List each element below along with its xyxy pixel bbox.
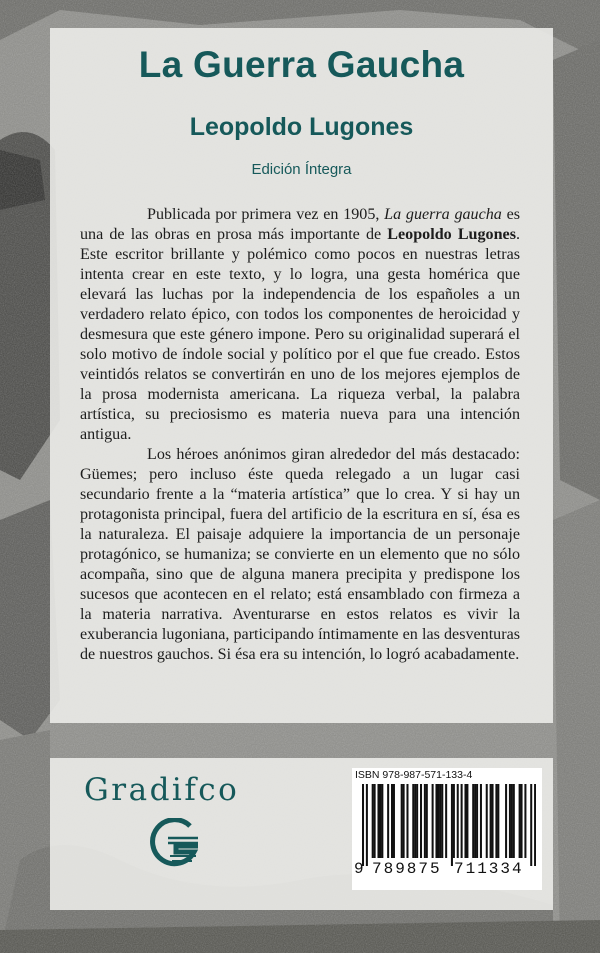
barcode-digit-first: 9 [354, 860, 364, 878]
isbn-label: ISBN 978-987-571-133-4 [355, 769, 473, 781]
barcode-bar [362, 784, 364, 866]
blurb-p1-part-a: Publicada por primera vez en 1905, [147, 206, 385, 223]
barcode-bar [432, 784, 434, 858]
barcode-bar [492, 784, 494, 858]
barcode-bar [391, 784, 393, 858]
gradifco-g-logo-icon [150, 818, 200, 870]
barcode-bar [414, 784, 416, 858]
barcode-bar [451, 784, 453, 866]
barcode-bar [497, 784, 499, 858]
barcode-bar [366, 784, 368, 866]
blurb-paragraph-2: Los héroes anónimos giran alrededor del más destacado: Güemes; pero incluso éste queda relegado a un lugar casi secundario frente a la “materia artística” que lo crea. Y si hay un protagonista principal, fuera del artificio de la escritura en sí, ésa es la naturaleza. El paisaje adquiere la importancia de un personaje protagónico, se humaniza; se convierte en un elemento que no sólo acompaña, sino que de alguna manera precipita y predispone los sucesos que acontecen en el relato; está ensamblado con firmeza a la materia narrativa. Aventurarse en estos relatos es vivir la exuberancia lugoniana, participando íntimamente en las desventuras de nuestros gauchos. Si ésa era su intención, lo logró acabadamente. [80, 446, 520, 663]
barcode-bar [524, 784, 526, 858]
barcode-bar [416, 784, 418, 858]
blurb-p1-part-c: . Este escritor brillante y polémico como pocos en nuestras letras intenta crear en este texto, y lo logra, una gesta homérica que elevará las luchas por la independencia de los españoles a un verdadero relato épico, con todos los componentes de heroicidad y desmesura que este género impone. Pero su originalidad superará el solo motivo de índole social y político por el que fue creado. Estos veintidós relatos se convertirán en uno de los mejores ejemplos de la prosa modernista americana. La riqueza verbal, la palabra artística, su preciosismo es materia nueva para una intención antigua. [80, 226, 520, 443]
barcode-bar [437, 784, 439, 858]
barcode-digits-left: 789875 [372, 860, 442, 878]
blurb-p1-part-b: es una de las obras en prosa más importante de [80, 206, 520, 243]
blurb-author-bold: Leopoldo Lugones [387, 226, 516, 243]
barcode-bar [466, 784, 468, 858]
barcode-digits-right: 711334 [454, 860, 524, 878]
barcode-bar [505, 784, 507, 858]
barcode-bar [424, 784, 426, 858]
barcode-bar [441, 784, 443, 858]
barcode-bar [530, 784, 532, 866]
barcode-bar [457, 784, 459, 858]
barcode-bar [372, 784, 374, 858]
barcode-bar [476, 784, 478, 858]
barcode-bar [453, 784, 455, 858]
barcode-bar [381, 784, 383, 858]
barcode-bar [393, 784, 395, 858]
barcode-bar [435, 784, 437, 858]
barcode-bar [439, 784, 441, 858]
barcode-bar [511, 784, 513, 858]
barcode-bars [362, 784, 536, 866]
barcode-bar [495, 784, 497, 858]
barcode-bar [521, 784, 523, 858]
barcode-bar [445, 784, 447, 858]
barcode-bar [513, 784, 515, 858]
barcode-bar [401, 784, 403, 858]
barcode-bar [461, 784, 463, 858]
barcode-bar [412, 784, 414, 858]
book-author: Leopoldo Lugones [189, 113, 414, 141]
book-title: La Guerra Gaucha [138, 44, 465, 85]
barcode-bar [377, 784, 379, 858]
barcode-bar [387, 784, 389, 858]
barcode-bar [534, 784, 536, 866]
barcode-bar [406, 784, 408, 858]
barcode-bar [490, 784, 492, 858]
barcode-bar [420, 784, 422, 858]
barcode-bar [509, 784, 511, 858]
blurb-book-title-italic: La guerra gaucha [384, 206, 502, 223]
barcode-bar [519, 784, 521, 858]
barcode-bar [426, 784, 428, 858]
edition-label: Edición Íntegra [251, 161, 352, 178]
barcode-bar [472, 784, 474, 858]
blurb-paragraph-1 [80, 205, 520, 445]
barcode-bar [379, 784, 381, 858]
barcode-bar [464, 784, 466, 858]
barcode-bar [474, 784, 476, 858]
barcode-bar [480, 784, 482, 858]
barcode-bar [403, 784, 405, 858]
publisher-name: Gradifco [84, 772, 240, 808]
blurb-text [80, 205, 520, 665]
barcode-bar [486, 784, 488, 858]
barcode-bar [374, 784, 376, 858]
